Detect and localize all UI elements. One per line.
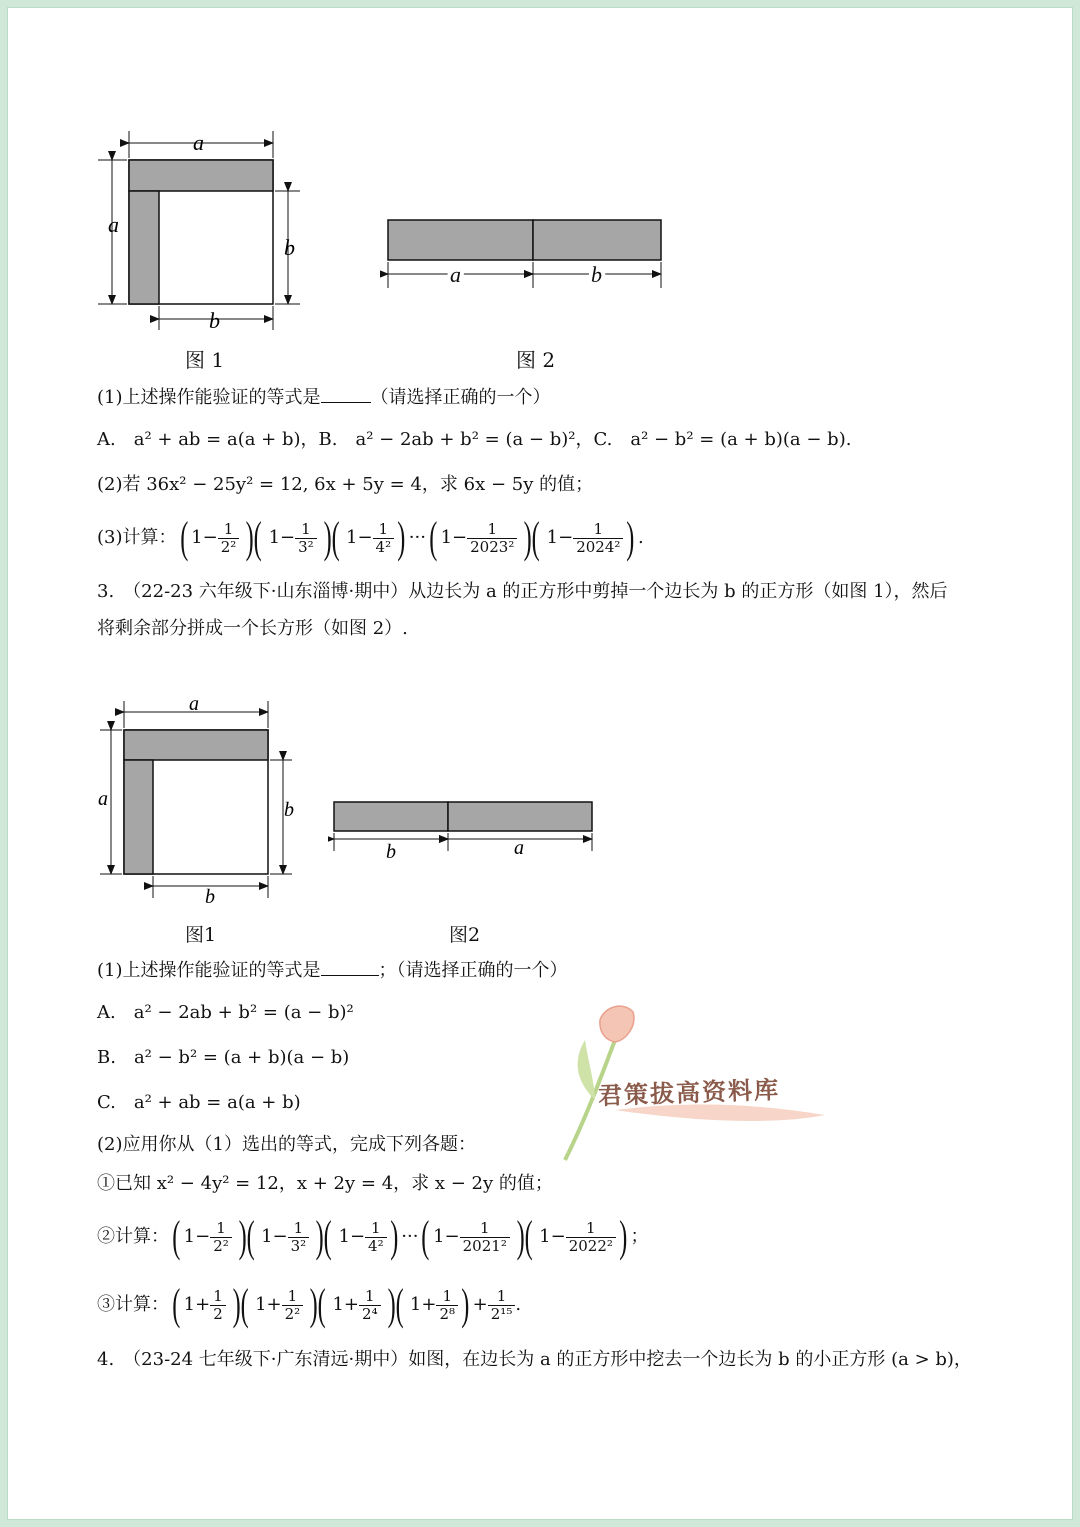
fig1-label-b-right: b xyxy=(284,235,295,260)
q3-fig1-label-b-right: b xyxy=(284,799,294,821)
q4-line1: 4. （23-24 七年级下·广东清远·期中）如图，在边长为 a 的正方形中挖去一个边长为 b 的小正方形 (a > b)， xyxy=(97,1349,972,1370)
q3-option-b: B. a² − b² = (a + b)(a − b) xyxy=(97,1047,350,1068)
q3-fig1-label-a-top: a xyxy=(189,693,199,715)
q3-fig2-caption: 图2 xyxy=(449,924,481,946)
q2-part3: (3)计算：( 1− $\frac{1}{\text{2²}}$ )( 1− $\frac{1}{\text{3²}}$ )( 1− $\frac{1}{\text{4²}}$ ) ···( 1− $\frac{1}{\text{2023²}}$ )( 1− $\frac{1}{\text{2024²}}$ ) . xyxy=(97,513,644,562)
fig1-label-a-left: a xyxy=(108,212,119,237)
q2-part2: (2)若 36x² − 25y² = 12, 6x + 5y = 4，求 6x − 5y 的值； xyxy=(97,474,594,495)
q3-fig1-label-a-left: a xyxy=(98,788,108,810)
q3-line2: 将剩余部分拼成一个长方形（如图 2）. xyxy=(97,618,408,639)
fig1-caption: 图 1 xyxy=(185,348,225,372)
fig1-label-b-bottom: b xyxy=(209,308,220,333)
fig2-label-b: b xyxy=(591,262,602,287)
figure-1-top xyxy=(90,128,320,338)
q3-line1: 3. （22-23 六年级下·山东淄博·期中）从边长为 a 的正方形中剪掉一个边长为 b 的正方形（如图 1），然后 xyxy=(97,581,948,602)
q3-fig2-label-a: a xyxy=(514,837,524,859)
q3-sub2: ②计算：( 1− $\frac{1}{\text{2²}}$ )( 1− $\frac{1}{\text{3²}}$ )( 1− $\frac{1}{\text{4²}}$ ) ···( 1− $\frac{1}{\text{2021²}}$ )( 1− $\frac{1}{\text{2022²}}$ ) ； xyxy=(97,1212,649,1261)
q3-fig2-label-b: b xyxy=(386,841,396,863)
q2-options: A. a² + ab = a(a + b)，B. a² − 2ab + b² = (a − b)²，C. a² − b² = (a + b)(a − b). xyxy=(97,429,852,450)
figure-2-q3 xyxy=(328,793,600,863)
answer-blank-q3 xyxy=(321,959,379,976)
q3-fig1-caption: 图1 xyxy=(185,924,217,946)
watermark-text: 君策拔高资料库 xyxy=(597,1075,781,1111)
q3-part1: (1)上述操作能验证的等式是 ；（请选择正确的一个） xyxy=(97,960,568,981)
figure-2-top xyxy=(380,210,670,300)
q3-option-c: C. a² + ab = a(a + b) xyxy=(97,1092,301,1113)
q3-part2: (2)应用你从（1）选出的等式，完成下列各题： xyxy=(97,1134,476,1155)
q3-sub3: ③计算：( 1+ $\frac{1}{2}$ )( 1+ $\frac{1}{\text{2²}}$ )( 1+ $\frac{1}{\text{2⁴}}$ )( 1+ $\frac{1}{\text{2⁸}}$ ) + $\frac{1}{\text{2¹⁵}}$ . xyxy=(97,1280,522,1329)
q3-sub1: ①已知 x² − 4y² = 12，x + 2y = 4，求 x − 2y 的值； xyxy=(97,1173,553,1194)
fig1-label-a-top: a xyxy=(193,130,204,155)
fig2-label-a: a xyxy=(450,262,461,287)
q3-fig1-label-b-bottom: b xyxy=(205,886,215,903)
answer-blank xyxy=(321,386,371,403)
q3-option-a: A. a² − 2ab + b² = (a − b)² xyxy=(97,1002,354,1023)
q2-part1: (1)上述操作能验证的等式是 （请选择正确的一个） xyxy=(97,387,551,408)
fig2-caption: 图 2 xyxy=(516,348,556,372)
figure-1-q3 xyxy=(92,693,302,903)
